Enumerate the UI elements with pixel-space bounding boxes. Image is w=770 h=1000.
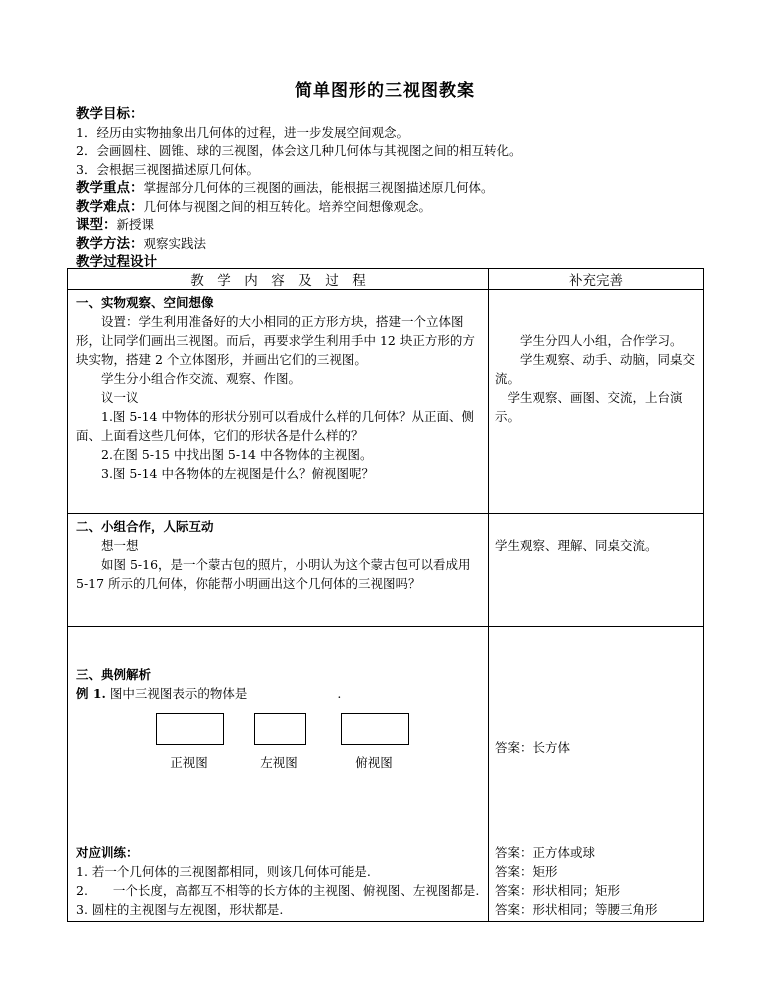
top-view-rect	[341, 713, 409, 745]
section2-note: 学生观察、理解、同桌交流。	[495, 538, 658, 553]
method-label: 教学方法：	[76, 235, 144, 252]
document-title: 简单图形的三视图教案	[295, 81, 475, 101]
section2-think: 想一想	[101, 538, 139, 553]
key-points-label: 教学重点：	[76, 180, 144, 196]
example-answer: 答案：长方体	[495, 740, 571, 755]
section1-question-3: 3.图 5-14 中各物体的左视图是什么？俯视图呢？	[101, 466, 374, 481]
left-view-label: 左视图	[260, 755, 298, 770]
section1-heading: 一、实物观察、空间想像	[76, 295, 214, 310]
section2-content	[68, 514, 488, 593]
header-supplement: 补充完善	[489, 269, 704, 290]
section1-setup: 设置：学生利用准备好的大小相同的正方形方块，搭建一个立体图形，让同学们画出三视图。而后，再要求学生利用手中 12 块正方形的方块实物，搭建 2 个立体图形，并画出它们的三视图。	[76, 314, 475, 367]
practice-answer-3: 答案：形状相同；矩形	[495, 883, 621, 898]
table-row-section1	[68, 290, 704, 514]
table-header-row	[68, 269, 704, 290]
lesson-type-label: 课型：	[76, 217, 117, 233]
lesson-table	[67, 268, 704, 922]
header-content-process: 教 学 内 容 及 过 程	[68, 269, 489, 290]
practice-heading: 对应训练：	[76, 845, 139, 860]
difficulties-label: 教学难点：	[76, 198, 144, 215]
section1-note-1: 学生分四人小组，合作学习。	[520, 333, 683, 348]
method-line	[76, 235, 696, 254]
example-end: .	[337, 686, 342, 701]
process-heading: 教学过程设计	[76, 254, 157, 270]
section1-groupwork: 学生分小组合作交流、观察、作图。	[101, 371, 302, 386]
key-points-text: 掌握部分几何体的三视图的画法，能根据三视图描述原几何体。	[143, 180, 494, 195]
intro-block	[76, 105, 696, 272]
section3-content	[68, 627, 488, 919]
section2-heading: 二、小组合作，人际互动	[76, 519, 214, 534]
section1-question-1: 1.图 5-14 中物体的形状分别可以看成什么样的几何体？从正面、侧面、上面看这些几何体，它们的形状各是什么样的？	[76, 409, 474, 443]
lesson-type-line	[76, 216, 696, 235]
practice-3: 3. 圆柱的主视图与左视图，形状都是.	[76, 902, 284, 917]
objectives-heading: 教学目标：	[76, 106, 144, 122]
difficulties-line	[76, 198, 696, 217]
method-text: 观察实践法	[143, 235, 207, 251]
objective-2: 2．会画圆柱、圆锥、球的三视图，体会这几种几何体与其视图之间的相互转化。	[76, 143, 522, 158]
practice-2: 2. 一个长度，高都互不相等的长方体的主视图、俯视图、左视图都是.	[76, 883, 480, 898]
section3-heading: 三、典例解析	[76, 667, 152, 682]
practice-1: 1. 若一个几何体的三视图都相同，则该几何体可能是.	[76, 864, 371, 879]
top-view-label: 俯视图	[355, 755, 393, 770]
section2-supplement	[489, 514, 703, 555]
three-views-figure	[76, 713, 480, 783]
section1-supplement	[489, 290, 703, 426]
section1-note-3: 学生观察、画图、交流，上台演示。	[495, 390, 683, 424]
example-text: 图中三视图表示的物体是	[109, 686, 248, 701]
section1-discuss: 议一议	[101, 390, 139, 405]
section1-note-2: 学生观察、动手、动脑，同桌交流。	[495, 352, 696, 386]
section1-content	[68, 290, 488, 483]
front-view-label: 正视图	[170, 755, 208, 770]
left-view-rect	[254, 713, 306, 745]
key-points-line	[76, 179, 696, 198]
objective-1: 1．经历由实物抽象出几何体的过程，进一步发展空间观念。	[76, 124, 409, 140]
section1-question-2: 2.在图 5-15 中找出图 5-14 中各物体的主视图。	[101, 447, 373, 462]
objective-3: 3．会根据三视图描述原几何体。	[76, 161, 259, 177]
table-row-section3	[68, 627, 704, 922]
section2-question: 如图 5-16，是一个蒙古包的照片，小明认为这个蒙古包可以看成用 5-17 所示的几何体，你能帮小明画出这个几何体的三视图吗？	[76, 557, 471, 591]
difficulties-text: 几何体与视图之间的相互转化。培养空间想像观念。	[143, 198, 432, 214]
practice-answer-2: 答案：矩形	[495, 864, 558, 879]
lesson-type-text: 新授课	[116, 217, 155, 232]
example-label: 例 1.	[76, 686, 106, 701]
example-1	[76, 684, 480, 703]
practice-answer-1: 答案：正方体或球	[495, 845, 596, 860]
front-view-rect	[156, 713, 224, 745]
practice-answer-4: 答案：形状相同；等腰三角形	[495, 902, 658, 917]
section3-supplement	[489, 627, 703, 919]
table-row-section2	[68, 514, 704, 627]
